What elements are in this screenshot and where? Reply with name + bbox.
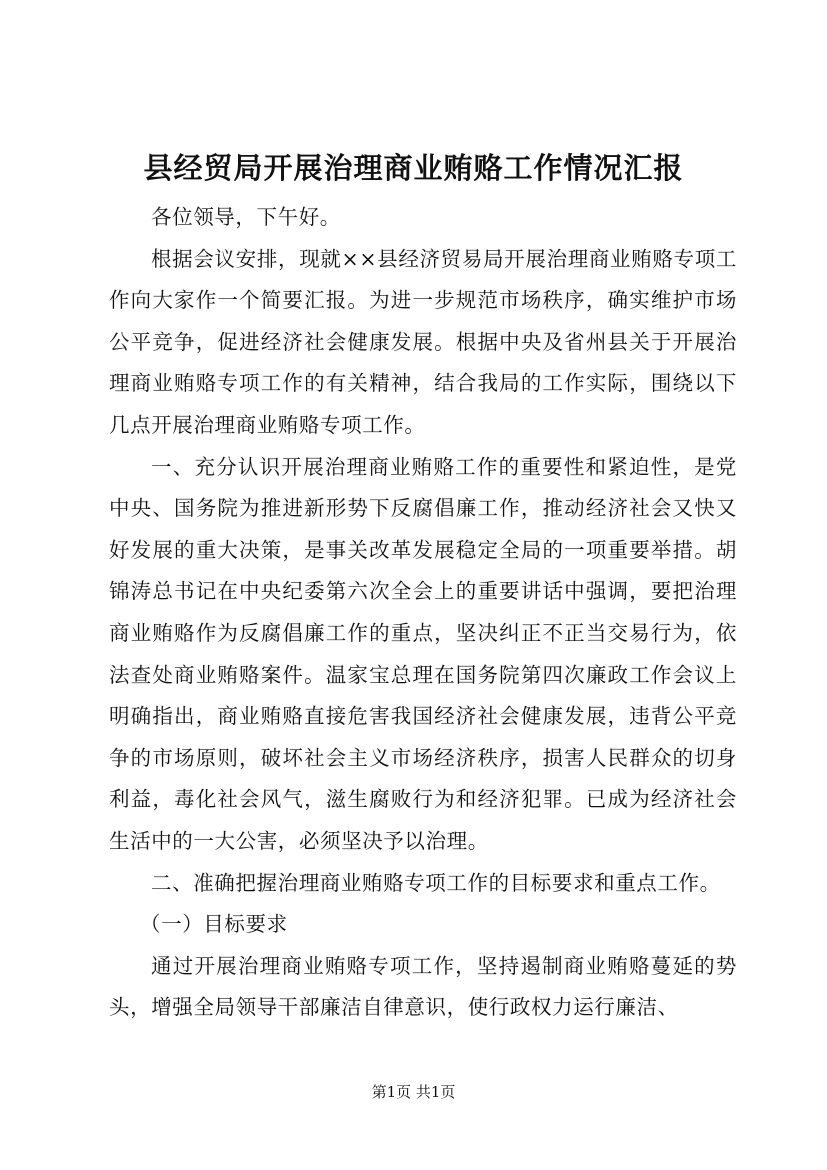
paragraph-greeting: 各位领导，下午好。 — [151, 205, 341, 229]
document-title: 县经贸局开展治理商业贿赂工作情况汇报 — [143, 151, 684, 185]
paragraph-goals: 通过开展治理商业贿赂专项工作，坚持遏制商业贿赂蔓延的势头，增强全局领导干部廉洁自律意识，使行政权力运行廉洁、 — [109, 953, 737, 1020]
paragraph-intro: 根据会议安排，现就××县经济贸易局开展治理商业贿赂专项工作向大家作一个简要汇报。为进一步规范市场秩序，确实维护市场公平竞争，促进经济社会健康发展。根据中央及省州县关于开展治理商业贿赂专项工作的有关精神，结合我局的工作实际，围绕以下几点开展治理商业贿赂专项工作。 — [109, 246, 737, 437]
paragraph-subheading-goals: （一）目标要求 — [140, 912, 288, 937]
document-body — [109, 197, 737, 1029]
page-footer: 第1页 共1页 — [371, 1083, 456, 1101]
paragraph-section-two-heading: 二、准确把握治理商业贿赂专项工作的目标要求和重点工作。 — [151, 870, 721, 895]
paragraph-section-one: 一、充分认识开展治理商业贿赂工作的重要性和紧迫性，是党中央、国务院为推进新形势下反腐倡廉工作，推动经济社会又快又好发展的重大决策，是事关改革发展稳定全局的一项重要举措。胡锦涛总书记在中央纪委第六次全会上的重要讲话中强调，要把治理商业贿赂作为反腐倡廉工作的重点，坚决纠正不正当交易行为，依法查处商业贿赂案件。温家宝总理在国务院第四次廉政工作会议上明确指出，商业贿赂直接危害我国经济社会健康发展，违背公平竞争的市场原则，破坏社会主义市场经济秩序，损害人民群众的切身利益，毒化社会风气，滋生腐败行为和经济犯罪。已成为经济社会生活中的一大公害，必须坚决予以治理。 — [109, 454, 737, 853]
